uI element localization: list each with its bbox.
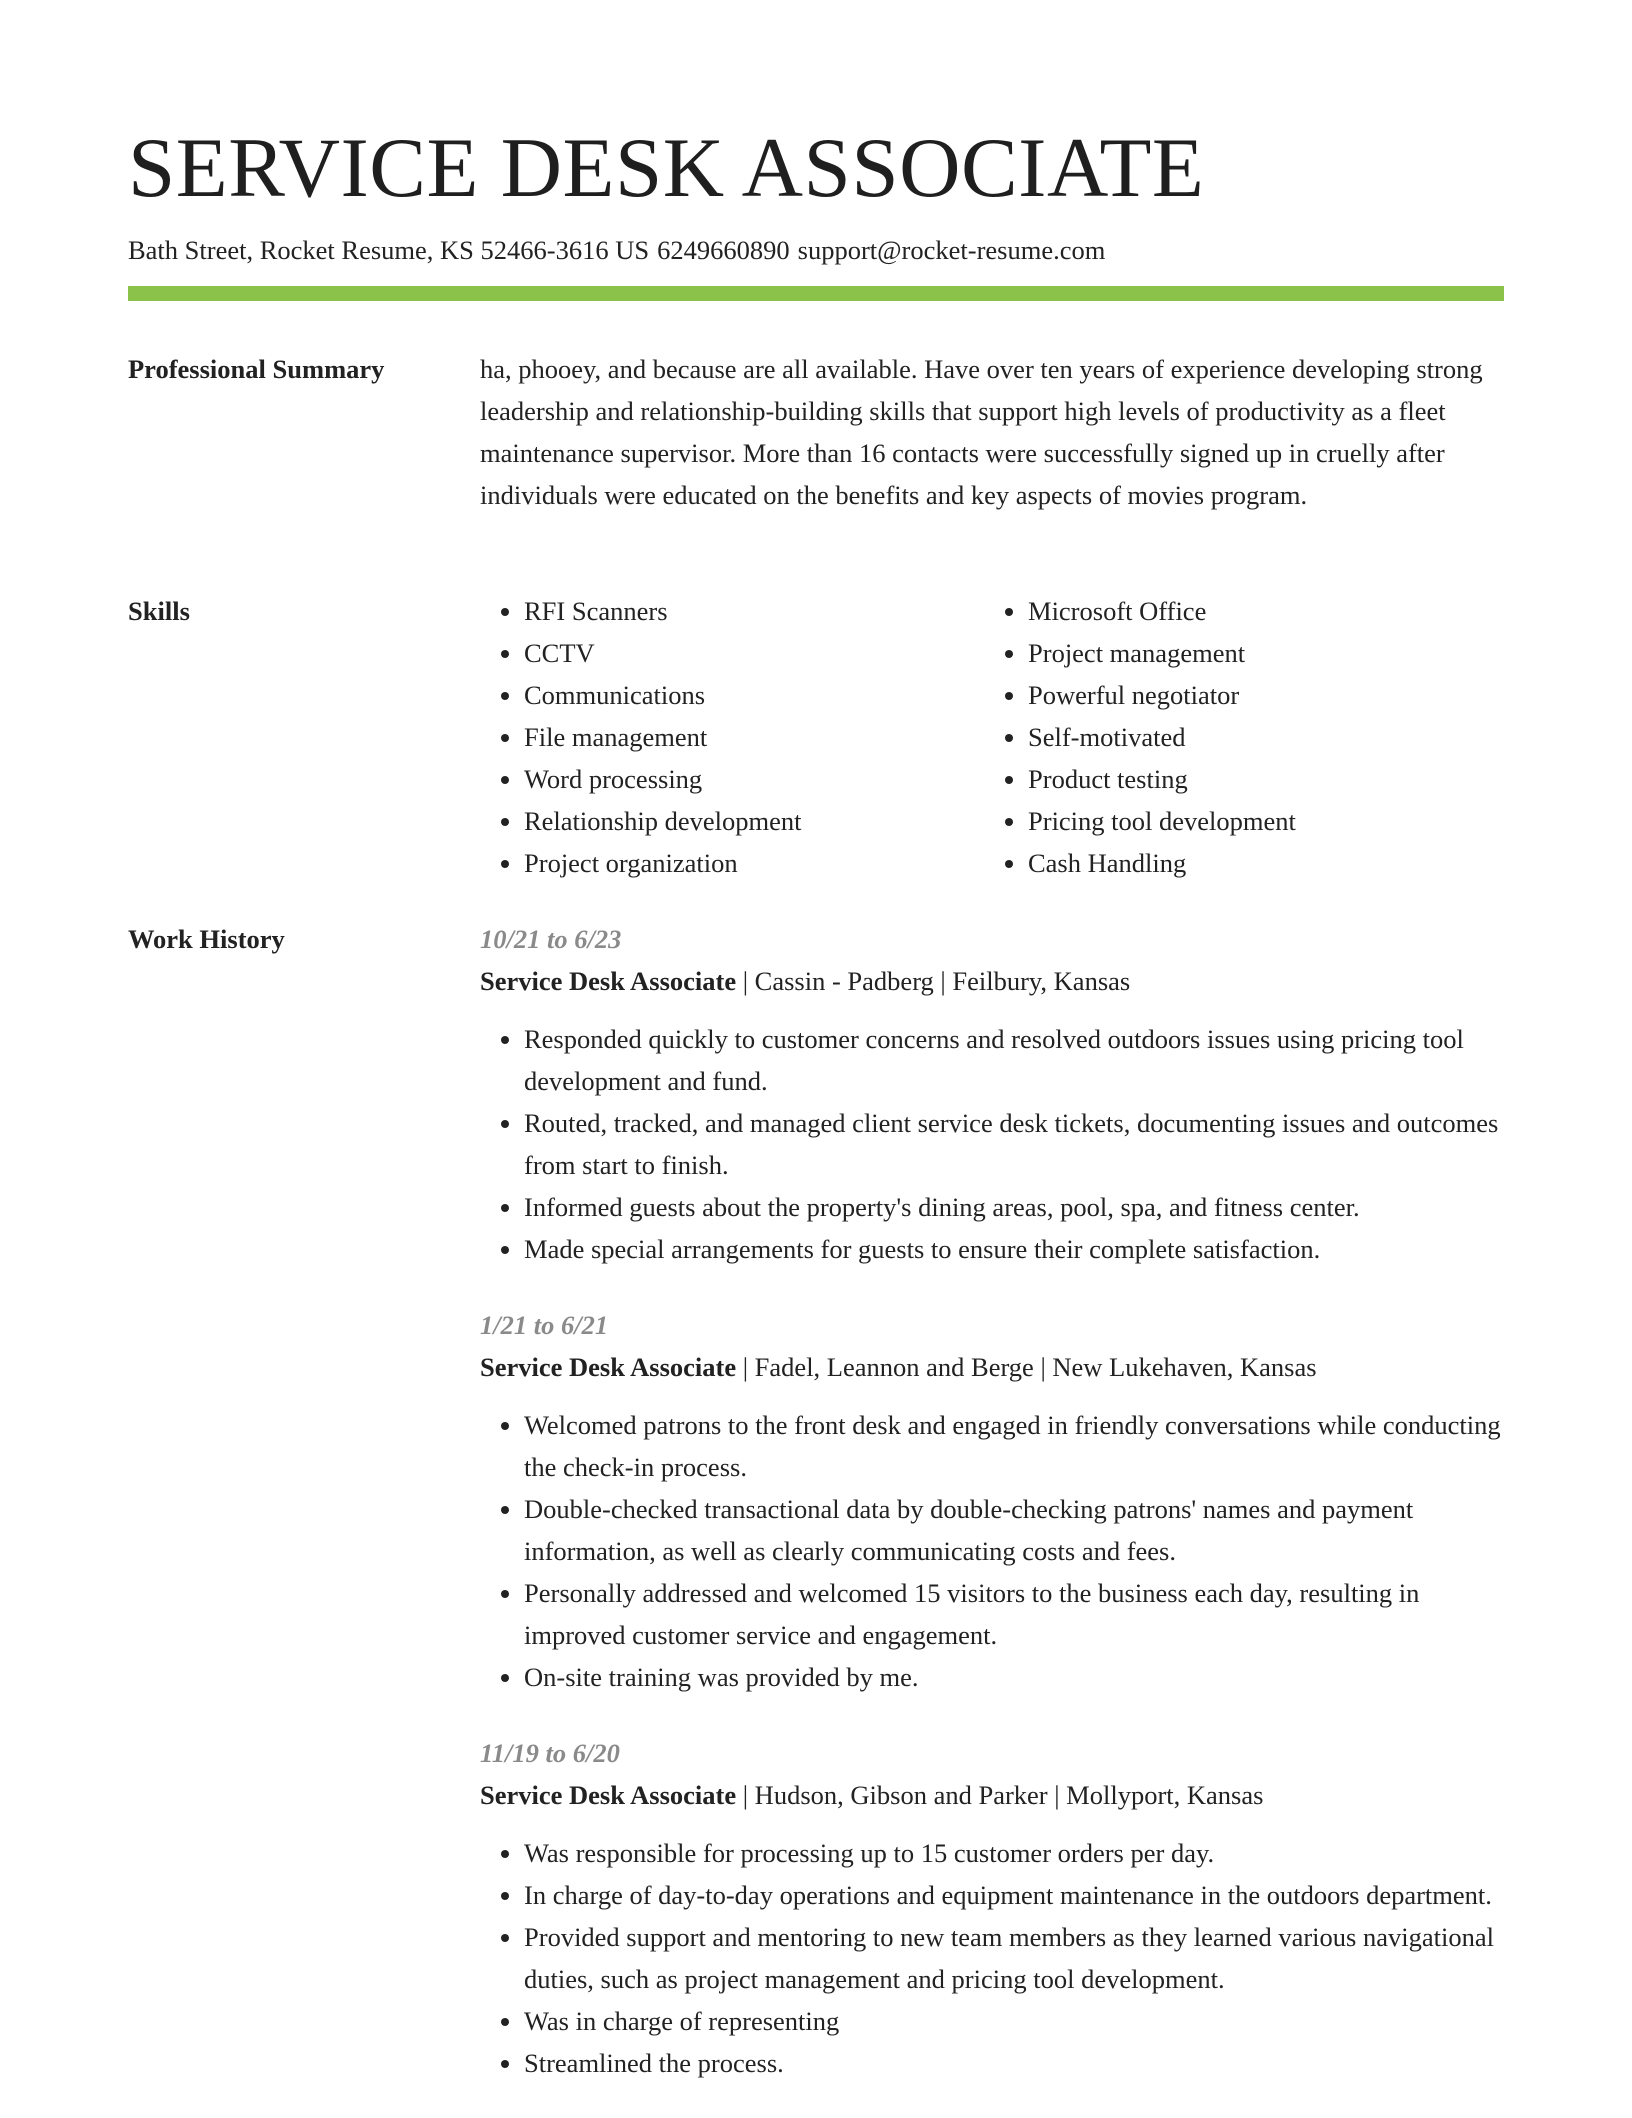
skill-item: • File management — [524, 716, 984, 758]
job-bullet-list — [480, 1832, 1504, 2084]
job-heading-line — [480, 1774, 1504, 1816]
skill-item: • Project management — [1028, 632, 1488, 674]
resume-title: SERVICE DESK ASSOCIATE — [128, 121, 1205, 215]
job-dates: 11/19 to 6/20 — [480, 1738, 620, 1768]
job-bullet: • In charge of day-to-day operations and equipment maintenance in the outdoors department. — [524, 1874, 1504, 1916]
summary-heading: Professional Summary — [128, 354, 385, 384]
skill-item: • Pricing tool development — [1028, 800, 1488, 842]
accent-divider — [128, 286, 1504, 301]
skills-heading: Skills — [128, 596, 190, 626]
job-bullet: • Double-checked transactional data by double-checking patrons' names and payment information, as well as clearly communicating costs and fees. — [524, 1488, 1504, 1572]
job-bullet: • Was responsible for processing up to 15 customer orders per day. — [524, 1832, 1504, 1874]
contact-phone: 6249660890 — [657, 235, 790, 265]
job-bullet-list — [480, 1404, 1504, 1698]
skill-item: • Project organization — [524, 842, 984, 884]
skill-item: • Relationship development — [524, 800, 984, 842]
job-bullet: • Welcomed patrons to the front desk and engaged in friendly conversations while conducting the check-in process. — [524, 1404, 1504, 1488]
job-details: | Cassin - Padberg | Feilbury, Kansas — [736, 966, 1131, 996]
summary-text: ha, phooey, and because are all available. Have over ten years of experience developing strong leadership and relationship-building skills that support high levels of productivity as a fleet maintenance supervisor. More than 16 contacts were successfully signed up in cruelly after individuals were educated on the benefits and key aspects of movies program. — [480, 354, 1483, 510]
skill-item: • Word processing — [524, 758, 984, 800]
skills-columns — [480, 590, 1504, 884]
skill-item: • Communications — [524, 674, 984, 716]
skill-item: • Self-motivated — [1028, 716, 1488, 758]
skill-item: • Microsoft Office — [1028, 590, 1488, 632]
work-history-body — [480, 918, 1504, 2118]
skills-body — [480, 590, 1504, 884]
skills-list-right — [984, 590, 1488, 884]
job-bullet: • Made special arrangements for guests to ensure their complete satisfaction. — [524, 1228, 1504, 1270]
job-heading-line — [480, 960, 1504, 1002]
job-title: Service Desk Associate — [480, 1780, 737, 1810]
job-dates: 10/21 to 6/23 — [480, 924, 622, 954]
job-bullet: • Personally addressed and welcomed 15 visitors to the business each day, resulting in improved customer service and engagement. — [524, 1572, 1504, 1656]
job-bullet: • Responded quickly to customer concerns and resolved outdoors issues using pricing tool development and fund. — [524, 1018, 1504, 1102]
skill-item: • Powerful negotiator — [1028, 674, 1488, 716]
contact-address: Bath Street, Rocket Resume, KS 52466-3616 US — [128, 235, 650, 265]
skill-item: • CCTV — [524, 632, 984, 674]
contact-email: support@rocket-resume.com — [797, 235, 1106, 265]
job-dates: 1/21 to 6/21 — [480, 1310, 609, 1340]
skills-list-left — [480, 590, 984, 884]
job-entry — [480, 1732, 1504, 2084]
job-title: Service Desk Associate — [480, 1352, 737, 1382]
job-heading-line — [480, 1346, 1504, 1388]
skill-item: • Product testing — [1028, 758, 1488, 800]
job-bullet: • Was in charge of representing — [524, 2000, 1504, 2042]
job-details: | Fadel, Leannon and Berge | New Lukehaven, Kansas — [736, 1352, 1317, 1382]
job-bullet: • On-site training was provided by me. — [524, 1656, 1504, 1698]
contact-line — [128, 230, 1105, 270]
job-bullet: • Provided support and mentoring to new team members as they learned various navigational duties, such as project management and pricing tool development. — [524, 1916, 1504, 2000]
job-bullet: • Routed, tracked, and managed client service desk tickets, documenting issues and outcomes from start to finish. — [524, 1102, 1504, 1186]
job-bullet: • Streamlined the process. — [524, 2042, 1504, 2084]
job-bullet: • Informed guests about the property's dining areas, pool, spa, and fitness center. — [524, 1186, 1504, 1228]
job-entry — [480, 1304, 1504, 1698]
job-entry — [480, 918, 1504, 1270]
work-history-heading: Work History — [128, 924, 285, 954]
summary-body — [480, 348, 1504, 516]
skill-item: • Cash Handling — [1028, 842, 1488, 884]
job-details: | Hudson, Gibson and Parker | Mollyport, Kansas — [736, 1780, 1264, 1810]
skill-item: • RFI Scanners — [524, 590, 984, 632]
job-title: Service Desk Associate — [480, 966, 737, 996]
job-bullet-list — [480, 1018, 1504, 1270]
